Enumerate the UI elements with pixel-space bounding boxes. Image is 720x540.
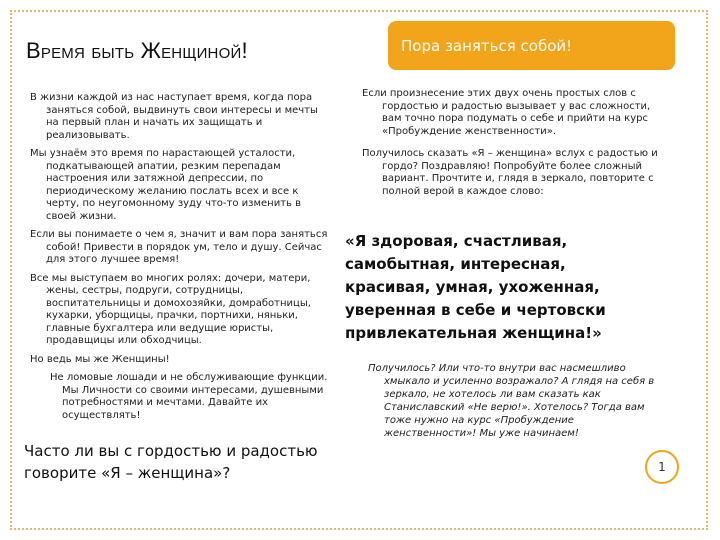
left-paragraph-2: Мы узнаём это время по нарастающей усталости, подкатывающей апатии, резким перепадам настроения или затяжной депрессии, по периодическому желанию послать всех и все к черту, по неугомонному зуду что-то изменить в своей жизни. <box>30 148 301 222</box>
left-paragraph-5: Но ведь мы же Женщины! <box>30 353 170 365</box>
closing-paragraph: Получилось? Или что-то внутри вас насмешливо хмыкало и усиленно возражало? А глядя на себя в зеркало, не хотелось ли вам сказать как Станиславский «Не верю!». Хотелось? Тогда вам тоже нужно на курс «Пробуждение женственности»! Мы уже начинаем! <box>368 363 655 439</box>
left-paragraph-3: Если вы понимаете о чем я, значит и вам пора заняться собой! Привести в порядок ум, тело и душу. Сейчас для этого лучшее время! <box>30 229 328 265</box>
left-column <box>30 92 330 428</box>
page-number-label: 1 <box>658 460 666 474</box>
page-title: Время быть Женщиной! <box>26 38 248 63</box>
left-paragraph-4: Все мы выступаем во многих ролях: дочери, матери, жены, сестры, подруги, сотрудницы, воспитательницы и домохозяйки, домработницы, кухарки, уборщицы, прачки, портнихи, няньки, главные бухгалтера или ведущие юристы, продавщицы или обходчицы. <box>30 272 311 346</box>
right-paragraph-1: Если произнесение этих двух очень простых слов с гордостью и радостью вызывает у вас сложности, вам точно пора подумать о себе и прийти на курс «Пробуждение женственности». <box>362 88 651 137</box>
left-question: Часто ли вы с гордостью и радостью говорите «Я – женщина»? <box>24 442 318 482</box>
affirmation-statement: «Я здоровая, счастливая, самобытная, интересная, красивая, умная, ухоженная, уверенная в себе и чертовски привлекательная женщина!» <box>345 232 606 342</box>
left-paragraph-1: В жизни каждой из нас наступает время, когда пора заняться собой, выдвинуть свои интересы и мечты на первый план и начать их защищать и реализовывать. <box>30 92 318 141</box>
page-number <box>645 450 679 484</box>
left-indented-paragraph: Не ломовые лошади и не обслуживающие функции. Мы Личности со своими интересами, душевными потребностями и мечтами. Давайте их осуществлять! <box>50 372 328 421</box>
right-column <box>362 88 662 208</box>
header-badge-label: Пора заняться собой! <box>401 36 573 55</box>
header-badge <box>388 21 675 70</box>
right-paragraph-2: Получилось сказать «Я – женщина» вслух с радостью и гордо? Поздравляю! Попробуйте более сложный вариант. Прочтите и, глядя в зеркало, повторите с полной верой в каждое слово: <box>362 148 658 197</box>
